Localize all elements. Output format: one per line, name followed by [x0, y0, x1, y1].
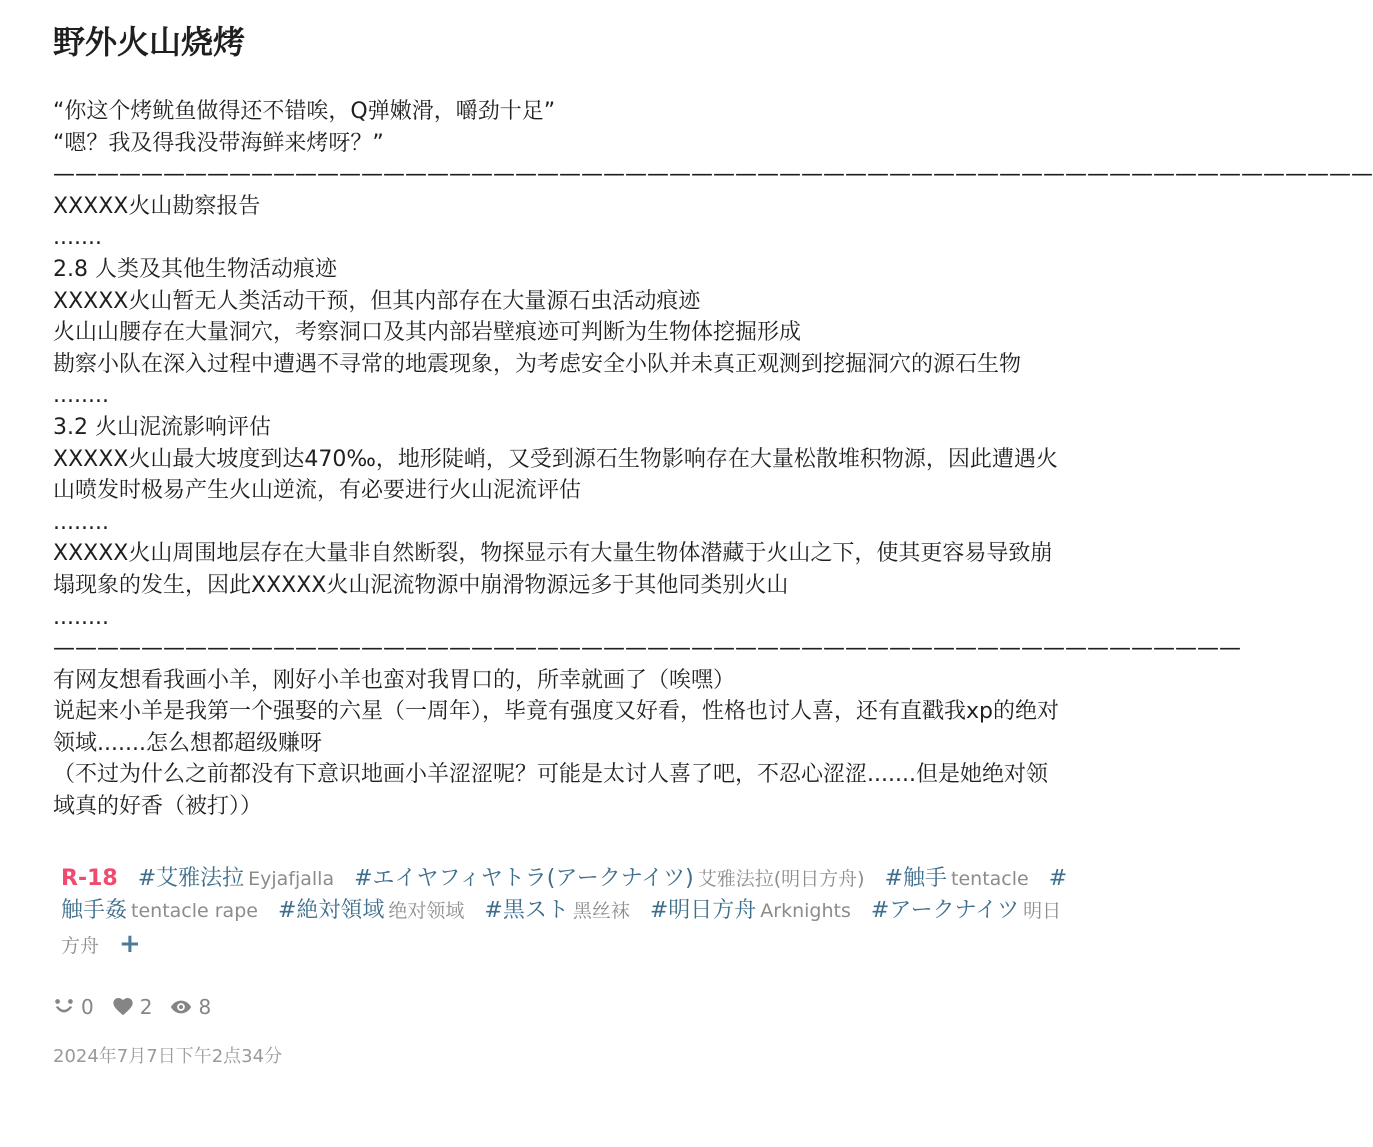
tag-name[interactable]: #絶対領域 [277, 898, 385, 924]
view-count-value: 8 [198, 995, 212, 1020]
eye-icon [170, 996, 192, 1018]
tag-item[interactable] [484, 898, 629, 923]
caption-line: ........ [53, 509, 109, 535]
r18-badge[interactable]: R-18 [61, 865, 118, 891]
caption-line: ———————————————————————————————————————————————————————————— [53, 162, 1373, 188]
tag-name[interactable]: #触手 [884, 865, 948, 891]
tag-translation: 艾雅法拉(明日方舟) [697, 867, 865, 890]
tag-item[interactable] [885, 866, 1029, 891]
like-count-value: 0 [81, 995, 94, 1020]
tag-list [53, 863, 1077, 963]
caption-line: XXXXX火山周围地层存在大量非自然断裂，物探显示有大量生物体潜藏于火山之下，使其更容易导致崩塌现象的发生，因此XXXXX火山泥流物源中崩滑物源远多于其他同类别火山 [53, 541, 1053, 598]
like-count [53, 995, 94, 1019]
upload-date: 2024年7月7日下午2点34分 [53, 1046, 283, 1068]
bookmark-count [112, 995, 153, 1019]
caption-line: —————————————————————————————————————————————————————— [53, 636, 1241, 662]
caption-line: ....... [53, 225, 102, 251]
caption-line: 勘察小队在深入过程中遭遇不寻常的地震现象，为考虑安全小队并未真正观测到挖掘洞穴的源石生物 [53, 351, 1022, 377]
caption-line: XXXXX火山勘察报告 [53, 193, 261, 219]
bookmark-count-value: 2 [139, 995, 153, 1020]
tag-name[interactable]: #エイヤフィヤトラ(アークナイツ) [354, 865, 694, 891]
caption-line: ........ [53, 383, 109, 409]
tag-translation: 明日方舟 [61, 900, 1062, 957]
tag-name[interactable]: #黒スト [484, 898, 569, 924]
tag-item[interactable] [354, 866, 864, 891]
artwork-title: 野外火山烧烤 [53, 23, 246, 61]
view-count [170, 995, 211, 1019]
tag-item[interactable] [278, 898, 464, 923]
tag-translation: tentacle [951, 867, 1029, 890]
tag-translation: 绝对领域 [388, 900, 465, 923]
caption-line: 说起来小羊是我第一个强娶的六星（一周年），毕竟有强度又好看，性格也讨人喜，还有直戳我xp的绝对领域.......怎么想都超级赚呀 [53, 699, 1059, 756]
tag-translation: 黑丝袜 [572, 900, 630, 923]
caption-line: 有网友想看我画小羊，刚好小羊也蛮对我胃口的，所幸就画了（唉嘿） [53, 667, 736, 693]
tag-item[interactable] [61, 866, 118, 891]
caption-line: （不过为什么之前都没有下意识地画小羊涩涩呢？可能是太讨人喜了吧，不忍心涩涩.......但是她绝对领域真的好香（被打）） [53, 762, 1048, 820]
tag-name[interactable]: #アークナイツ [870, 898, 1020, 924]
tag-name[interactable]: #明日方舟 [649, 898, 757, 924]
caption-line: XXXXX火山暂无人类活动干预，但其内部存在大量源石虫活动痕迹 [53, 288, 701, 314]
caption-line: 2.8 人类及其他生物活动痕迹 [53, 256, 337, 282]
add-tag-button[interactable]: + [119, 928, 141, 959]
caption-line: XXXXX火山最大坡度到达470‰，地形陡峭，又受到源石生物影响存在大量松散堆积物源，因此遭遇火山喷发时极易产生火山逆流，有必要进行火山泥流评估 [53, 446, 1058, 504]
tag-translation: Eyjafjalla [248, 867, 335, 890]
artwork-caption [53, 96, 1373, 823]
caption-line: “嗯？我及得我没带海鲜来烤呀？” [53, 130, 384, 156]
tag-item[interactable] [138, 866, 334, 891]
caption-line: 3.2 火山泥流影响评估 [53, 414, 271, 440]
tag-translation: tentacle rape [131, 900, 258, 923]
tag-translation: Arknights [760, 900, 851, 923]
heart-icon [112, 996, 134, 1018]
tag-name[interactable]: #艾雅法拉 [137, 865, 245, 891]
artwork-stats [53, 992, 1067, 1022]
caption-line: ........ [53, 604, 109, 630]
caption-line: “你这个烤鱿鱼做得还不错唉，Q弹嫩滑，嚼劲十足” [53, 99, 556, 124]
tag-name[interactable]: #触手姦 [61, 865, 1068, 924]
caption-line: 火山山腰存在大量洞穴，考察洞口及其内部岩壁痕迹可判断为生物体挖掘形成 [53, 320, 802, 346]
smile-icon [53, 996, 75, 1018]
tag-item[interactable] [650, 898, 851, 923]
